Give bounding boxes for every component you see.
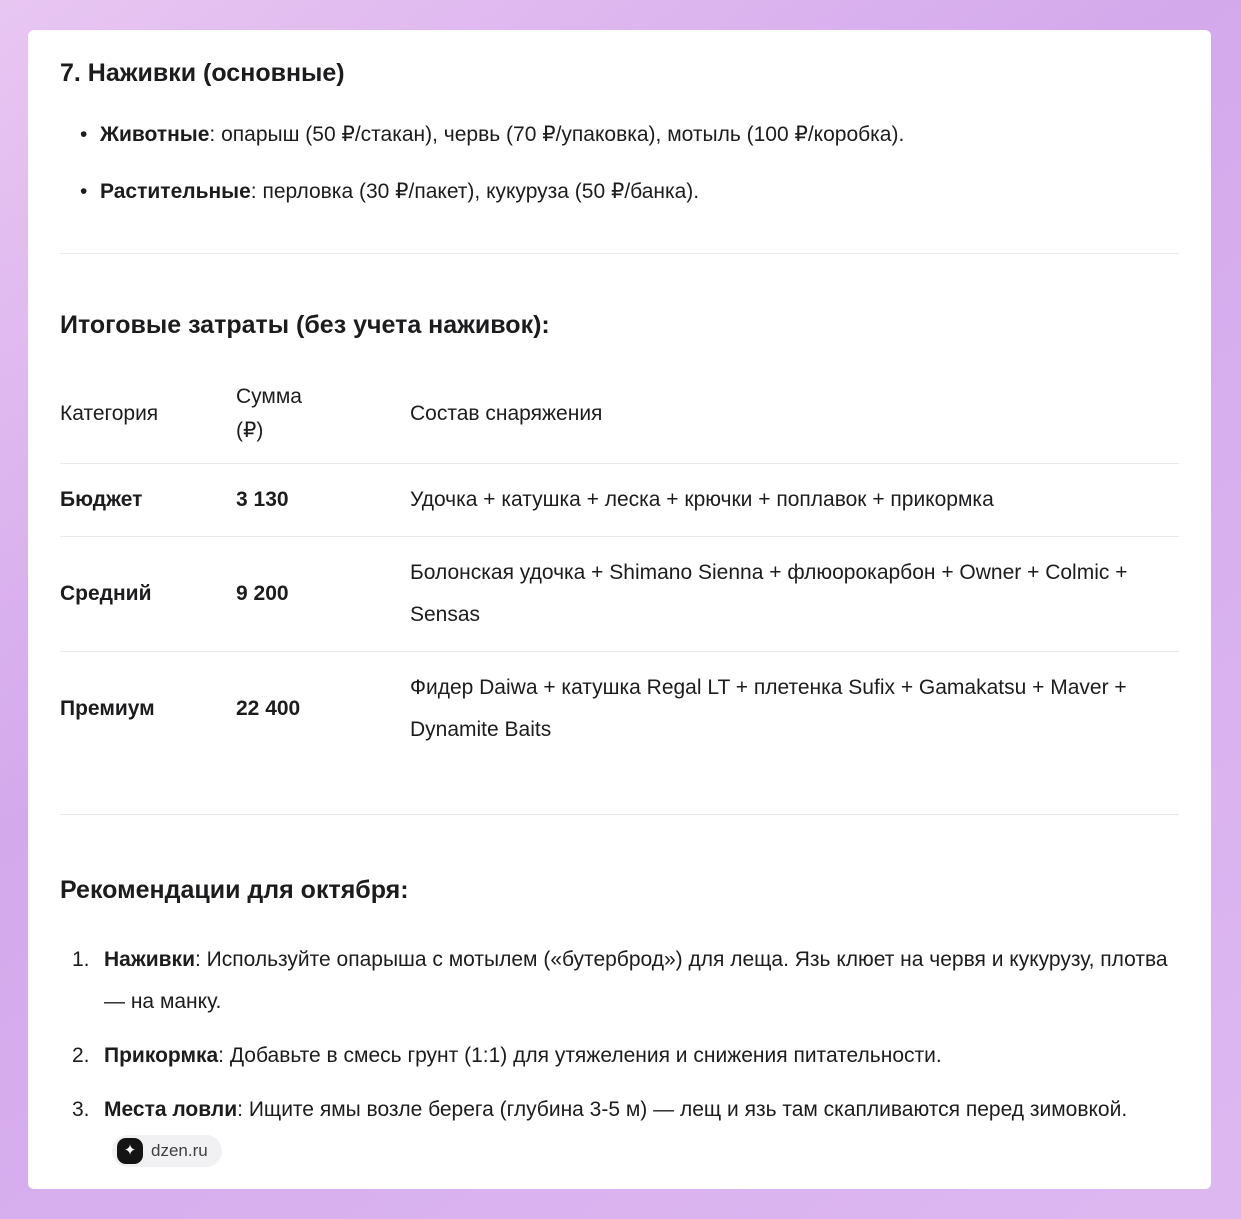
costs-table — [60, 366, 1179, 766]
cell-composition: Удочка + катушка + леска + крючки + поплавок + прикормка — [410, 464, 1179, 537]
list-text — [104, 939, 1179, 1023]
list-text — [104, 1035, 1179, 1077]
section-divider — [60, 253, 1179, 254]
column-header-composition: Состав снаряжения — [410, 366, 1179, 464]
baits-bullet-list — [60, 114, 1179, 213]
table-header-row — [60, 366, 1179, 464]
cell-category: Средний — [60, 537, 236, 652]
source-badge-label: dzen.ru — [151, 1141, 208, 1161]
list-item — [60, 114, 1179, 156]
bullet-label: Растительные — [100, 180, 251, 203]
recommendations-section-title: Рекомендации для октября: — [60, 876, 409, 905]
list-label: Места ловли — [104, 1098, 238, 1122]
costs-section-title: Итоговые затраты (без учета наживок): — [60, 311, 550, 339]
list-item — [60, 939, 1179, 1023]
list-body: : Используйте опарыша с мотылем («бутерброд») для леща. Язь клюет на червя и кукурузу, плотва — на манку. — [104, 948, 1168, 1014]
bullet-dot-icon: • — [80, 123, 88, 146]
bullet-body: : опарыш (50 ₽/стакан), червь (70 ₽/упаковка), мотыль (100 ₽/коробка). — [209, 123, 905, 146]
table-row — [60, 652, 1179, 767]
bullet-body: : перловка (30 ₽/пакет), кукуруза (50 ₽/банка). — [250, 180, 700, 203]
list-label: Наживки — [104, 948, 195, 972]
column-header-sum: Сумма (₽) — [236, 366, 410, 464]
cell-composition: Фидер Daiwa + катушка Regal LT + плетенка Sufix + Gamakatsu + Maver + Dynamite Baits — [410, 676, 1127, 742]
list-label: Прикормка — [104, 1044, 219, 1068]
list-number: 3. — [72, 1098, 90, 1122]
baits-section-title: 7. Наживки (основные) — [60, 59, 345, 87]
bullet-label: Животные — [100, 123, 210, 146]
cell-category: Премиум — [60, 697, 155, 721]
table-row — [60, 537, 1179, 652]
recommendations-list — [60, 939, 1179, 1173]
list-body: : Ищите ямы возле берега (глубина 3-5 м) — лещ и язь там скапливаются перед зимовкой. — [237, 1098, 1128, 1122]
cell-sum: 9 200 — [236, 537, 410, 652]
cell-category: Бюджет — [60, 464, 236, 537]
content-card — [28, 30, 1211, 1189]
table-row — [60, 464, 1179, 537]
list-number: 2. — [72, 1044, 90, 1068]
bullet-dot-icon: • — [80, 180, 88, 203]
list-item — [60, 171, 1179, 213]
cell-sum: 22 400 — [236, 697, 301, 721]
cell-composition: Болонская удочка + Shimano Sienna + флюорокарбон + Owner + Colmic + Sensas — [410, 537, 1179, 652]
list-text — [104, 1089, 1179, 1173]
cell-sum: 3 130 — [236, 464, 410, 537]
source-badge-dzen[interactable] — [112, 1135, 222, 1167]
list-number: 1. — [72, 948, 90, 972]
section-divider — [60, 814, 1179, 815]
column-header-category: Категория — [60, 366, 236, 464]
bullet-text — [100, 171, 1179, 213]
list-item — [60, 1035, 1179, 1077]
list-body: : Добавьте в смесь грунт (1:1) для утяжеления и снижения питательности. — [218, 1044, 942, 1068]
bullet-text — [100, 114, 1179, 156]
zen-star-icon: ✦ — [117, 1138, 143, 1164]
list-item — [60, 1089, 1179, 1173]
